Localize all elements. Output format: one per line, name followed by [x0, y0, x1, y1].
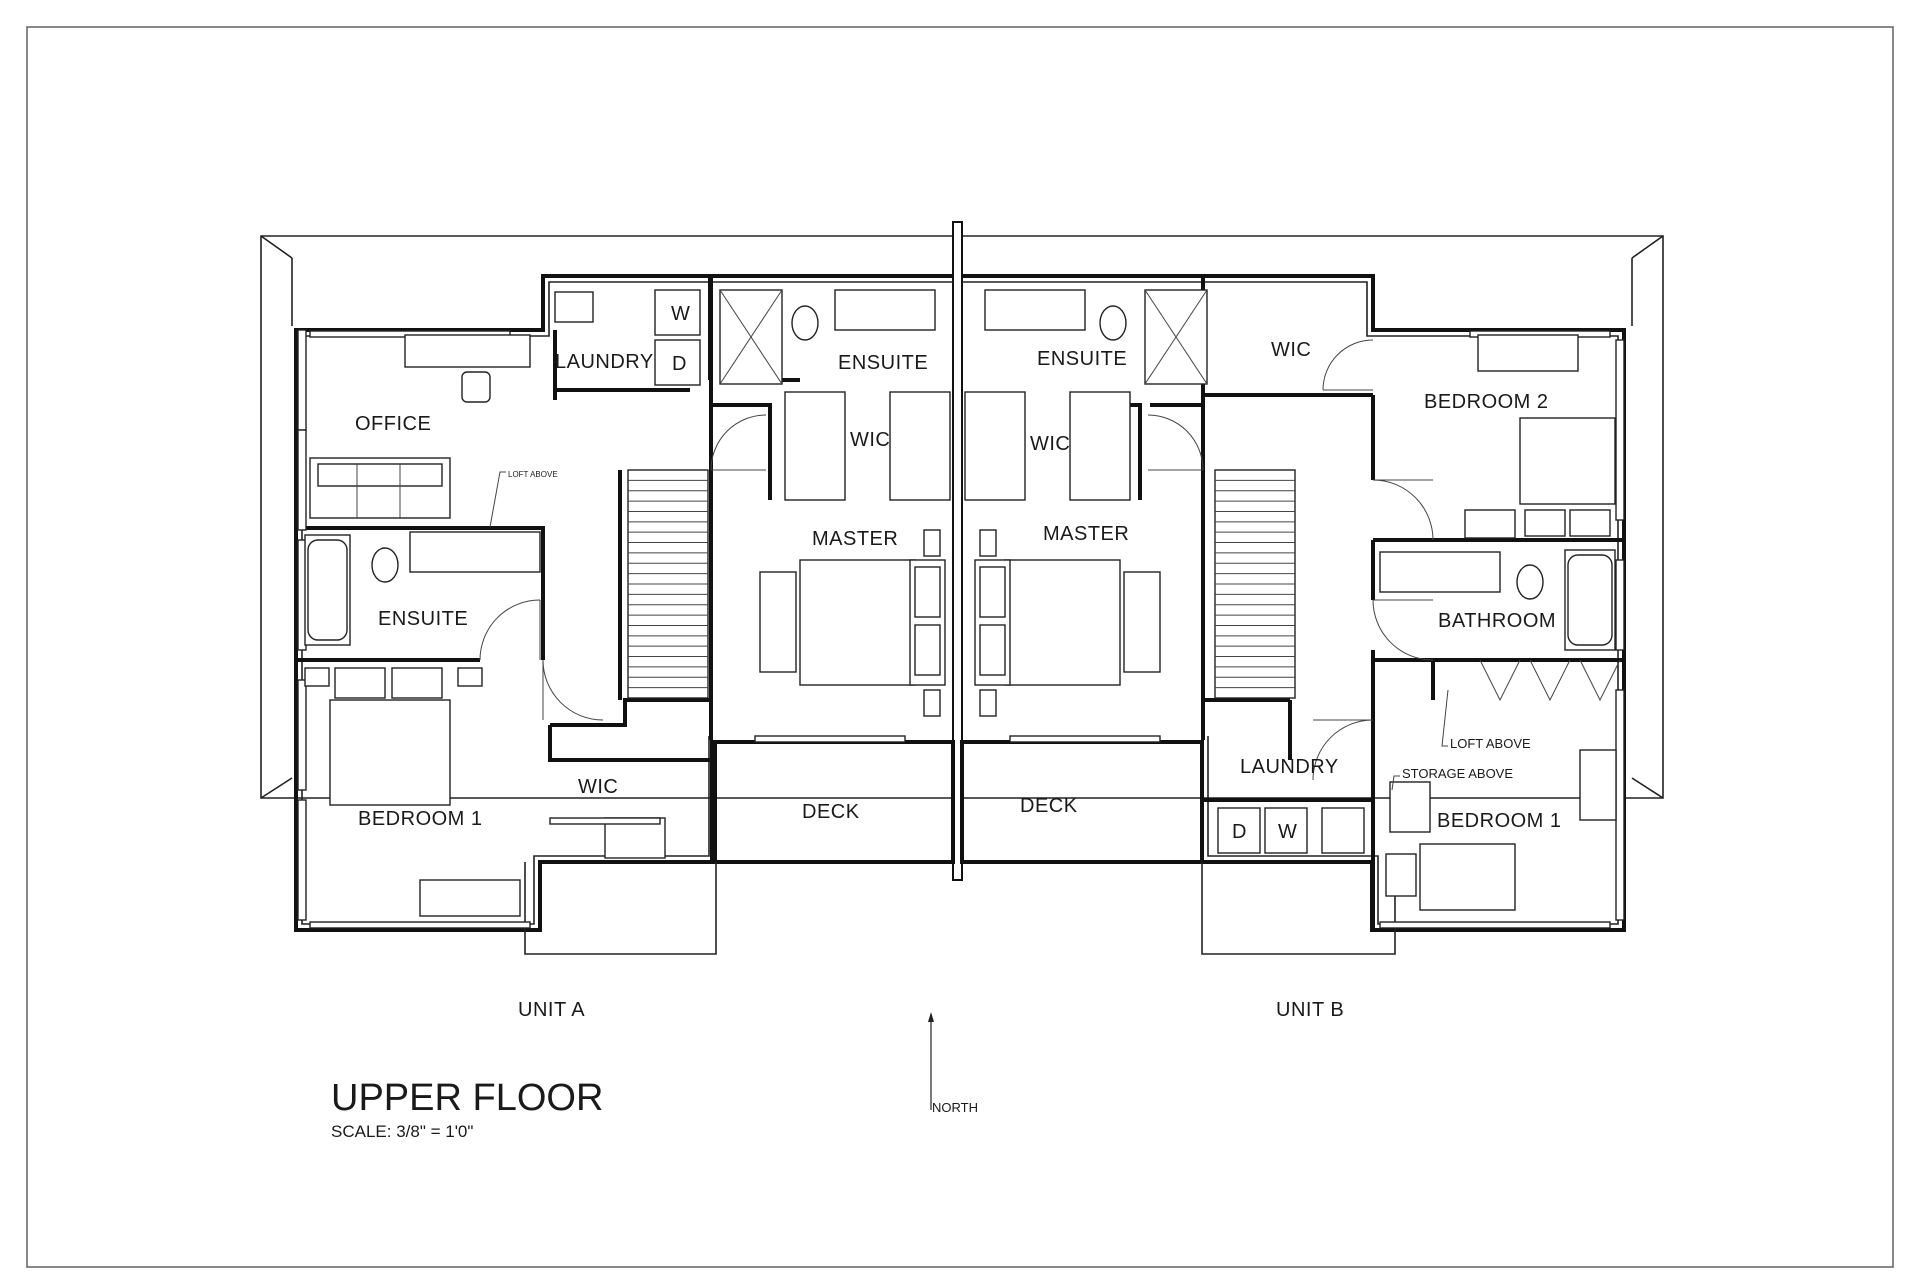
- room-label-a-office: OFFICE: [355, 413, 432, 435]
- room-label-b-wic-master: WIC: [1030, 433, 1071, 455]
- room-label-a-wic-small: WIC: [578, 776, 619, 798]
- bed-bedroom1-a: [305, 668, 520, 916]
- bed-master-a: [760, 530, 945, 716]
- unit-b-label: UNIT B: [1276, 999, 1345, 1021]
- room-label-a-ensuite-small: ENSUITE: [378, 608, 469, 630]
- room-label-b-ensuite-master: ENSUITE: [1037, 348, 1128, 370]
- stair-unit-a: [628, 470, 708, 698]
- north-label: NORTH: [932, 1100, 978, 1115]
- room-label-a-wic-master: WIC: [850, 429, 891, 451]
- bed-master-b: [975, 530, 1160, 716]
- room-label-a-bedroom1: BEDROOM 1: [358, 808, 483, 830]
- room-label-a-laundry: LAUNDRY: [555, 351, 654, 373]
- dryer-label-b: D: [1232, 821, 1247, 843]
- room-label-a-ensuite-master: ENSUITE: [838, 352, 929, 374]
- note-storage-above-b: STORAGE ABOVE: [1402, 766, 1514, 781]
- room-label-b-bathroom: BATHROOM: [1438, 610, 1557, 632]
- dryer-label-a: D: [672, 353, 687, 375]
- washer-label-b: W: [1278, 821, 1298, 843]
- room-label-b-master: MASTER: [1043, 523, 1130, 545]
- drawing-scale: SCALE: 3/8" = 1'0": [331, 1122, 474, 1141]
- washer-label-a: W: [671, 303, 691, 325]
- room-label-b-bedroom1: BEDROOM 1: [1437, 810, 1562, 832]
- note-loft-above-a: LOFT ABOVE: [508, 470, 558, 479]
- drawing-title: UPPER FLOOR: [331, 1077, 604, 1119]
- unit-a-label: UNIT A: [518, 999, 586, 1021]
- room-label-b-bedroom2: BEDROOM 2: [1424, 391, 1549, 413]
- room-label-a-master: MASTER: [812, 528, 899, 550]
- room-label-b-deck: DECK: [1020, 795, 1078, 817]
- room-label-b-laundry: LAUNDRY: [1240, 756, 1339, 778]
- note-loft-above-b: LOFT ABOVE: [1450, 736, 1531, 751]
- room-label-b-wic: WIC: [1271, 339, 1312, 361]
- room-label-a-deck: DECK: [802, 801, 860, 823]
- stair-unit-b: [1215, 470, 1295, 698]
- north-arrow: [928, 1012, 978, 1115]
